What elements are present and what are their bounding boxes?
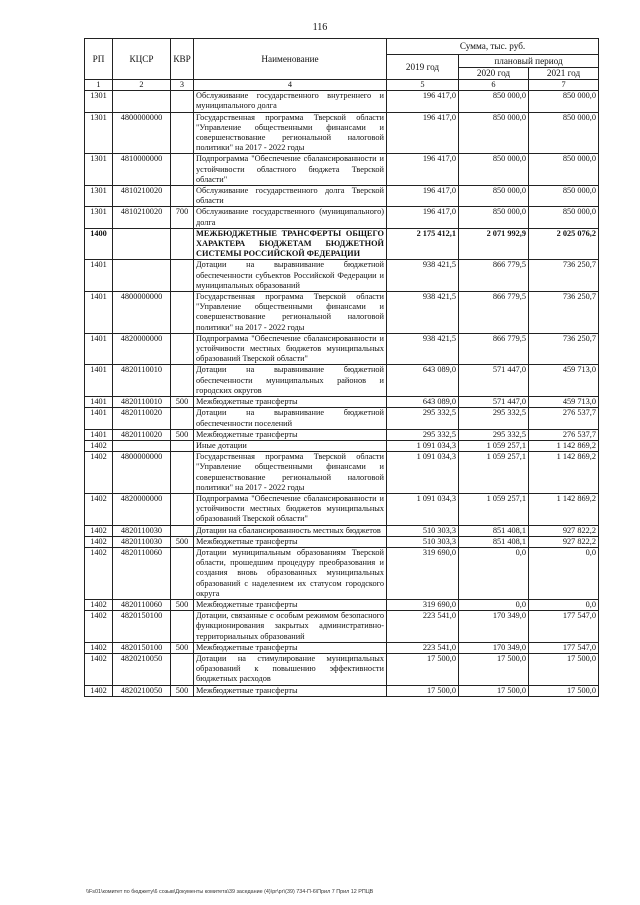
header-kcsr: КЦСР [113, 39, 171, 80]
cell-2021: 850 000,0 [529, 91, 599, 112]
cell-2021: 177 547,0 [529, 611, 599, 643]
cell-2020: 0,0 [459, 547, 529, 599]
cell-2021: 459 713,0 [529, 365, 599, 397]
cell-kvr [171, 292, 194, 334]
cell-kvr: 700 [171, 207, 194, 228]
cell-rp: 1402 [85, 653, 113, 685]
cell-kcsr [113, 91, 171, 112]
cell-name: Обслуживание государственного (муниципального) долга [194, 207, 387, 228]
cell-name: Дотации, связанные с особым режимом безопасного функционирования закрытых административно-территориальных образований [194, 611, 387, 643]
cell-2021: 850 000,0 [529, 207, 599, 228]
cell-name: Дотации на выравнивание бюджетной обеспеченности субъектов Российской Федерации и муниципальных образований [194, 260, 387, 292]
cell-2020: 1 059 257,1 [459, 440, 529, 451]
table-row [85, 228, 599, 260]
page-number: 116 [312, 22, 328, 33]
cell-2021: 17 500,0 [529, 685, 599, 696]
cell-kcsr: 4800000000 [113, 112, 171, 154]
table-row [85, 599, 599, 610]
cell-2020: 571 447,0 [459, 397, 529, 408]
header-row-1 [85, 39, 599, 55]
cell-name: Дотации на выравнивание бюджетной обеспеченности муниципальных районов и городских округов [194, 365, 387, 397]
cell-name: Дотации на выравнивание бюджетной обеспеченности поселений [194, 408, 387, 429]
cell-2021: 1 142 869,2 [529, 452, 599, 494]
cell-kvr [171, 154, 194, 186]
header-name: Наименование [194, 39, 387, 80]
column-number-cell: 4 [194, 80, 387, 91]
table-row [85, 440, 599, 451]
cell-kcsr: 4820110030 [113, 536, 171, 547]
header-year-2021: 2021 год [529, 68, 599, 80]
cell-2020: 866 779,5 [459, 333, 529, 365]
cell-name: Дотации муниципальным образованиям Тверской области, прошедшим процедуру преобразования и создания вновь образованных муниципальных образований с наделением их статусом городского округа [194, 547, 387, 599]
cell-kcsr: 4820110010 [113, 365, 171, 397]
cell-2020: 850 000,0 [459, 91, 529, 112]
column-number-cell: 2 [113, 80, 171, 91]
cell-2019: 643 089,0 [387, 397, 459, 408]
cell-kcsr: 4800000000 [113, 452, 171, 494]
cell-2021: 2 025 076,2 [529, 228, 599, 260]
cell-2020: 850 000,0 [459, 112, 529, 154]
cell-2021: 17 500,0 [529, 653, 599, 685]
cell-kcsr: 4820210050 [113, 685, 171, 696]
cell-2020: 1 059 257,1 [459, 493, 529, 525]
header-rp: РП [85, 39, 113, 80]
cell-kvr [171, 333, 194, 365]
cell-kvr: 500 [171, 429, 194, 440]
cell-name: Обслуживание государственного долга Тверской области [194, 186, 387, 207]
cell-kvr [171, 525, 194, 536]
cell-2021: 1 142 869,2 [529, 440, 599, 451]
cell-2020: 851 408,1 [459, 536, 529, 547]
cell-2019: 510 303,3 [387, 525, 459, 536]
cell-kvr [171, 493, 194, 525]
table-body [85, 91, 599, 697]
cell-name: Подпрограмма "Обеспечение сбалансированности и устойчивости областного бюджета Тверской области" [194, 154, 387, 186]
cell-name: Межбюджетные трансферты [194, 685, 387, 696]
cell-rp: 1402 [85, 440, 113, 451]
cell-2020: 850 000,0 [459, 186, 529, 207]
cell-kcsr: 4820210050 [113, 653, 171, 685]
header-kvr: КВР [171, 39, 194, 80]
column-number-cell: 1 [85, 80, 113, 91]
table-row [85, 397, 599, 408]
cell-kcsr: 4820110060 [113, 547, 171, 599]
column-number-cell: 5 [387, 80, 459, 91]
cell-kvr: 500 [171, 599, 194, 610]
cell-2020: 295 332,5 [459, 408, 529, 429]
cell-kvr: 500 [171, 685, 194, 696]
cell-rp: 1402 [85, 547, 113, 599]
cell-kvr [171, 112, 194, 154]
cell-2020: 295 332,5 [459, 429, 529, 440]
cell-name: Иные дотации [194, 440, 387, 451]
cell-kcsr: 4820110020 [113, 408, 171, 429]
cell-kvr [171, 452, 194, 494]
cell-rp: 1401 [85, 429, 113, 440]
cell-2019: 17 500,0 [387, 685, 459, 696]
cell-name: Межбюджетные трансферты [194, 642, 387, 653]
table-row [85, 207, 599, 228]
cell-2020: 1 059 257,1 [459, 452, 529, 494]
cell-kcsr [113, 260, 171, 292]
cell-kvr [171, 91, 194, 112]
cell-2019: 223 541,0 [387, 611, 459, 643]
cell-2019: 938 421,5 [387, 292, 459, 334]
column-numbers-row [85, 80, 599, 91]
cell-2020: 850 000,0 [459, 207, 529, 228]
cell-rp: 1301 [85, 154, 113, 186]
cell-kcsr: 4810210020 [113, 186, 171, 207]
column-number-cell: 7 [529, 80, 599, 91]
cell-2019: 2 175 412,1 [387, 228, 459, 260]
cell-name: Дотации на стимулирование муниципальных образований к повышению эффективности бюджетных расходов [194, 653, 387, 685]
table-row [85, 333, 599, 365]
cell-kvr [171, 547, 194, 599]
cell-2019: 295 332,5 [387, 429, 459, 440]
cell-kcsr: 4810000000 [113, 154, 171, 186]
cell-2019: 1 091 034,3 [387, 493, 459, 525]
cell-rp: 1402 [85, 536, 113, 547]
cell-rp: 1301 [85, 91, 113, 112]
cell-rp: 1401 [85, 292, 113, 334]
cell-name: Межбюджетные трансферты [194, 599, 387, 610]
cell-name: Обслуживание государственного внутреннего и муниципального долга [194, 91, 387, 112]
cell-kvr [171, 260, 194, 292]
cell-name: Межбюджетные трансферты [194, 397, 387, 408]
table-row [85, 685, 599, 696]
cell-2019: 196 417,0 [387, 186, 459, 207]
cell-rp: 1402 [85, 611, 113, 643]
cell-2020: 170 349,0 [459, 642, 529, 653]
cell-2021: 177 547,0 [529, 642, 599, 653]
cell-rp: 1301 [85, 186, 113, 207]
cell-2021: 1 142 869,2 [529, 493, 599, 525]
budget-table [84, 38, 599, 697]
cell-2019: 223 541,0 [387, 642, 459, 653]
cell-2021: 736 250,7 [529, 260, 599, 292]
cell-kcsr: 4810210020 [113, 207, 171, 228]
cell-kvr: 500 [171, 642, 194, 653]
cell-kcsr: 4820150100 [113, 642, 171, 653]
cell-2021: 850 000,0 [529, 186, 599, 207]
cell-2020: 866 779,5 [459, 292, 529, 334]
cell-kcsr [113, 228, 171, 260]
cell-name: Подпрограмма "Обеспечение сбалансированности и устойчивости местных бюджетов муниципальных образований Тверской области" [194, 333, 387, 365]
table-row [85, 642, 599, 653]
table-row [85, 653, 599, 685]
cell-2021: 736 250,7 [529, 292, 599, 334]
cell-rp: 1402 [85, 685, 113, 696]
cell-name: Подпрограмма "Обеспечение сбалансированности и устойчивости местных бюджетов муниципальных образований Тверской области" [194, 493, 387, 525]
cell-name: Межбюджетные трансферты [194, 536, 387, 547]
cell-2021: 927 822,2 [529, 536, 599, 547]
cell-2020: 866 779,5 [459, 260, 529, 292]
cell-kvr [171, 365, 194, 397]
table-row [85, 547, 599, 599]
cell-rp: 1402 [85, 599, 113, 610]
cell-kcsr: 4800000000 [113, 292, 171, 334]
cell-rp: 1401 [85, 333, 113, 365]
cell-rp: 1401 [85, 397, 113, 408]
cell-2021: 459 713,0 [529, 397, 599, 408]
cell-2019: 196 417,0 [387, 112, 459, 154]
cell-kcsr: 4820000000 [113, 333, 171, 365]
cell-rp: 1402 [85, 493, 113, 525]
cell-name: Государственная программа Тверской области "Управление общественными финансами и совершенствование региональной налоговой политики" на 2017 - 2022 годы [194, 452, 387, 494]
cell-kcsr: 4820110020 [113, 429, 171, 440]
cell-rp: 1401 [85, 408, 113, 429]
cell-2020: 2 071 992,9 [459, 228, 529, 260]
cell-2019: 196 417,0 [387, 207, 459, 228]
cell-2020: 0,0 [459, 599, 529, 610]
table-row [85, 91, 599, 112]
cell-kcsr: 4820110010 [113, 397, 171, 408]
cell-2021: 0,0 [529, 547, 599, 599]
header-sum: Сумма, тыс. руб. [387, 39, 599, 55]
cell-2019: 319 690,0 [387, 547, 459, 599]
table-row [85, 260, 599, 292]
cell-2020: 850 000,0 [459, 154, 529, 186]
table-row [85, 154, 599, 186]
cell-2020: 17 500,0 [459, 685, 529, 696]
table-row [85, 452, 599, 494]
cell-kvr [171, 440, 194, 451]
table-row [85, 493, 599, 525]
cell-name: Государственная программа Тверской области "Управление общественными финансами и совершенствование региональной налоговой политики" на 2017 - 2022 годы [194, 292, 387, 334]
cell-2021: 850 000,0 [529, 112, 599, 154]
cell-kvr [171, 611, 194, 643]
cell-kcsr: 4820000000 [113, 493, 171, 525]
cell-name: Дотации на сбалансированность местных бюджетов [194, 525, 387, 536]
cell-2021: 927 822,2 [529, 525, 599, 536]
cell-kvr: 500 [171, 536, 194, 547]
cell-2019: 319 690,0 [387, 599, 459, 610]
cell-kcsr: 4820110030 [113, 525, 171, 536]
cell-2019: 1 091 034,3 [387, 440, 459, 451]
cell-2020: 170 349,0 [459, 611, 529, 643]
cell-2020: 571 447,0 [459, 365, 529, 397]
header-year-2020: 2020 год [459, 68, 529, 80]
cell-2019: 643 089,0 [387, 365, 459, 397]
cell-kvr: 500 [171, 397, 194, 408]
cell-2020: 851 408,1 [459, 525, 529, 536]
cell-rp: 1401 [85, 365, 113, 397]
table-row [85, 365, 599, 397]
cell-2021: 736 250,7 [529, 333, 599, 365]
cell-kcsr: 4820150100 [113, 611, 171, 643]
cell-2020: 17 500,0 [459, 653, 529, 685]
table-row [85, 112, 599, 154]
table-row [85, 536, 599, 547]
cell-2019: 938 421,5 [387, 260, 459, 292]
cell-name: Государственная программа Тверской области "Управление общественными финансами и совершенствование региональной налоговой политики" на 2017 - 2022 годы [194, 112, 387, 154]
cell-2021: 850 000,0 [529, 154, 599, 186]
cell-rp: 1402 [85, 642, 113, 653]
table-row [85, 525, 599, 536]
table-row [85, 292, 599, 334]
cell-2019: 938 421,5 [387, 333, 459, 365]
cell-2021: 276 537,7 [529, 429, 599, 440]
cell-kvr [171, 653, 194, 685]
table-row [85, 611, 599, 643]
cell-2019: 196 417,0 [387, 154, 459, 186]
column-number-cell: 6 [459, 80, 529, 91]
header-year-2019: 2019 год [387, 55, 459, 80]
column-number-cell: 3 [171, 80, 194, 91]
file-path-footer: \\Fs01\комитет по бюджету\6 созыв\Документы комитета\39 заседание (4)\рг\рг\(39) 734-П-6\Прил 7 Прил 12 РПЦВ [86, 889, 374, 895]
cell-name: Межбюджетные трансферты [194, 429, 387, 440]
header-planned-period: плановый период [459, 55, 599, 68]
cell-kcsr: 4820110060 [113, 599, 171, 610]
table-row [85, 408, 599, 429]
cell-2021: 276 537,7 [529, 408, 599, 429]
cell-name: МЕЖБЮДЖЕТНЫЕ ТРАНСФЕРТЫ ОБЩЕГО ХАРАКТЕРА БЮДЖЕТАМ БЮДЖЕТНОЙ СИСТЕМЫ РОССИЙСКОЙ ФЕДЕРАЦИИ [194, 228, 387, 260]
cell-rp: 1401 [85, 260, 113, 292]
cell-2019: 17 500,0 [387, 653, 459, 685]
cell-kvr [171, 186, 194, 207]
cell-rp: 1301 [85, 207, 113, 228]
cell-2021: 0,0 [529, 599, 599, 610]
cell-2019: 1 091 034,3 [387, 452, 459, 494]
cell-rp: 1400 [85, 228, 113, 260]
cell-2019: 196 417,0 [387, 91, 459, 112]
cell-rp: 1301 [85, 112, 113, 154]
table-row [85, 429, 599, 440]
cell-2019: 295 332,5 [387, 408, 459, 429]
table-row [85, 186, 599, 207]
cell-kcsr [113, 440, 171, 451]
cell-rp: 1402 [85, 525, 113, 536]
cell-2019: 510 303,3 [387, 536, 459, 547]
cell-rp: 1402 [85, 452, 113, 494]
cell-kvr [171, 408, 194, 429]
cell-kvr [171, 228, 194, 260]
